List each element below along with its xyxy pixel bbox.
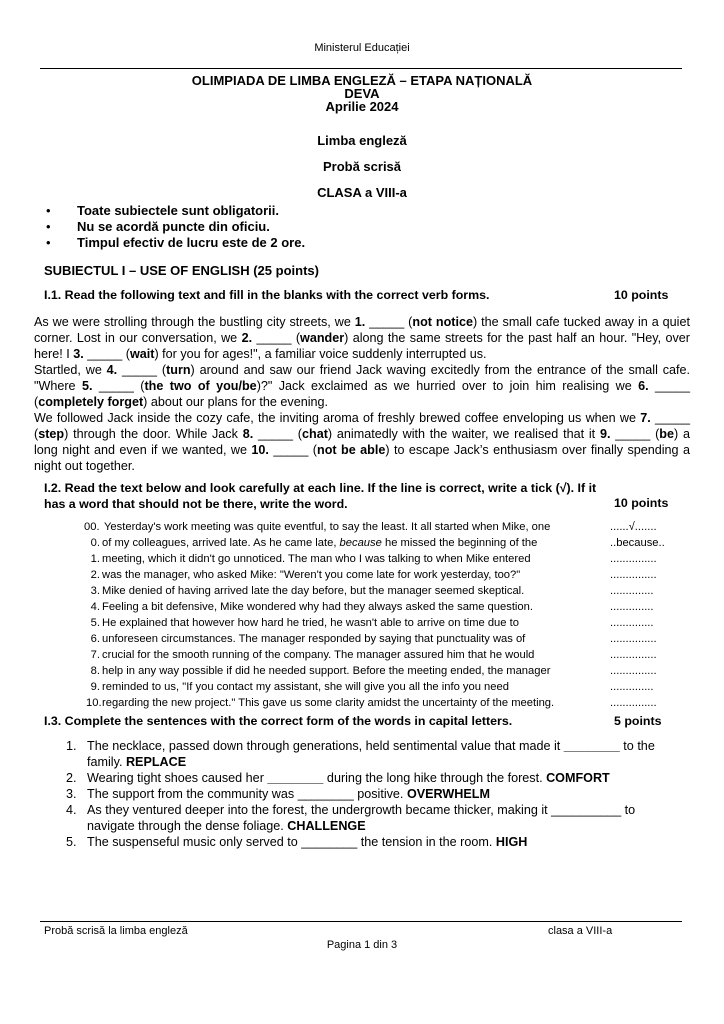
task-3-items	[66, 738, 678, 850]
task-3-instruction: I.3. Complete the sentences with the correct form of the words in capital letters.	[44, 714, 513, 728]
task-2-line: 6. unforeseen circumstances. The manager responded by saying that punctuality was of ...............	[90, 633, 657, 645]
subject-title: Limba engleză	[317, 133, 407, 148]
section-1-title: SUBIECTUL I – USE OF ENGLISH (25 points)	[44, 263, 319, 278]
footer-left-label: Probă scrisă la limba engleză	[44, 925, 188, 937]
page-number: Pagina 1 din 3	[326, 939, 398, 951]
task-2-line: 00. Yesterday's work meeting was quite eventful, to say the least. It all started when Mike, one ......√.......	[84, 521, 657, 533]
task-1-text: As we were strolling through the bustling city streets, we 1. _____ (not notice) the small cafe tucked away in a quiet corner. Lost in our conversation, we 2. _____ (wander) along the same streets for the past half an hour. "Hey, over here! I 3. _____ (wait) for you for ages!", a familiar voice suddenly interrupted us. Startled, we 4. _____ (turn) around and saw our friend Jack waving excitedly from the entrance of the small cafe. "Where 5. _____ (the two of you/be)?" Jack exclaimed as we hurried over to join him realising we 6. _____ (completely forget) about our plans for the evening. We followed Jack inside the cozy cafe, the inviting aroma of freshly brewed coffee enveloping us when we 7. _____ (step) through the door. While Jack 8. _____ (chat) animatedly with the waiter, we realised that it 9. _____ (be) a long night and even if we wanted, we 10. _____ (not be able) to escape Jack’s enthusiasm over finally spending a night out together.	[34, 315, 691, 473]
date-title: Aprilie 2024	[325, 99, 399, 114]
task-2-line: 8. help in any way possible if did he needed support. Before the meeting ended, the manager ...............	[90, 665, 657, 677]
footer-divider	[40, 921, 682, 922]
rule-item: • Toate subiectele sunt obligatorii.	[40, 203, 305, 219]
ministry-header: Ministerul Educației	[314, 42, 410, 54]
task-2-line: 1. meeting, which it didn't go unnoticed. The man who I was talking to when Mike entered ...............	[90, 553, 657, 565]
footer-right-label: clasa a VIII-a	[548, 925, 613, 937]
task-2-line: 7. crucial for the smooth running of the company. The manager assured him that he would ...............	[90, 649, 657, 661]
task-2-line: 9. reminded to us, "If you contact my assistant, she will give you all the info you need ..............	[90, 681, 654, 693]
task-1-points: 10 points	[614, 288, 669, 302]
task-2-points: 10 points	[614, 496, 669, 510]
task-2-lines	[86, 519, 684, 711]
exam-rules-list	[40, 203, 305, 251]
grade-title: CLASA a VIII-a	[317, 185, 407, 200]
task-2-line: 10. regarding the new project." This gave us some clarity amidst the uncertainty of the meeting. ...............	[86, 697, 657, 709]
location-title: DEVA	[344, 86, 380, 101]
task-3-item: 5. The suspenseful music only served to ________ the tension in the room. HIGH	[66, 835, 528, 849]
exam-type-title: Probă scrisă	[322, 159, 402, 174]
rule-item: • Nu se acordă puncte din oficiu.	[40, 219, 305, 235]
task-3-item: 3. The support from the community was ________ positive. OVERWHELM	[66, 787, 490, 801]
task-3-points: 5 points	[614, 714, 662, 728]
task-3-item: 4. As they ventured deeper into the forest, the undergrowth became thicker, making it __________ to navigate through the dense foliage. CHALLENGE	[66, 803, 636, 833]
header-divider	[40, 68, 682, 69]
task-3-item: 2. Wearing tight shoes caused her ________ during the long hike through the forest. COMFORT	[66, 771, 610, 785]
task-2-line: 3. Mike denied of having arrived late the day before, but the manager seemed skeptical. ..............	[90, 585, 654, 597]
task-2-line: 0. of my colleagues, arrived late. As he came late, because he missed the beginning of the ..because..	[90, 537, 665, 549]
task-2-line: 2. was the manager, who asked Mike: "Weren't you come late for work yesterday, too?" ...............	[90, 569, 657, 581]
olympiad-title: OLIMPIADA DE LIMBA ENGLEZĂ – ETAPA NAȚIONALĂ	[191, 73, 533, 88]
task-2-line: 4. Feeling a bit defensive, Mike wondered why had they always asked the same question. ..............	[90, 601, 654, 613]
task-3-item: 1. The necklace, passed down through generations, held sentimental value that made it ________ to the family. REPLACE	[66, 739, 655, 769]
task-1-instruction: I.1. Read the following text and fill in the blanks with the correct verb forms.	[44, 288, 490, 302]
task-2-instruction: I.2. Read the text below and look carefully at each line. If the line is correct, write a tick (√). If it has a word that should not be there, write the word.	[44, 481, 597, 511]
rule-item: • Timpul efectiv de lucru este de 2 ore.	[40, 235, 305, 251]
task-2-line: 5. He explained that however how hard he tried, he wasn't able to arrive on time due to ..............	[90, 617, 654, 629]
